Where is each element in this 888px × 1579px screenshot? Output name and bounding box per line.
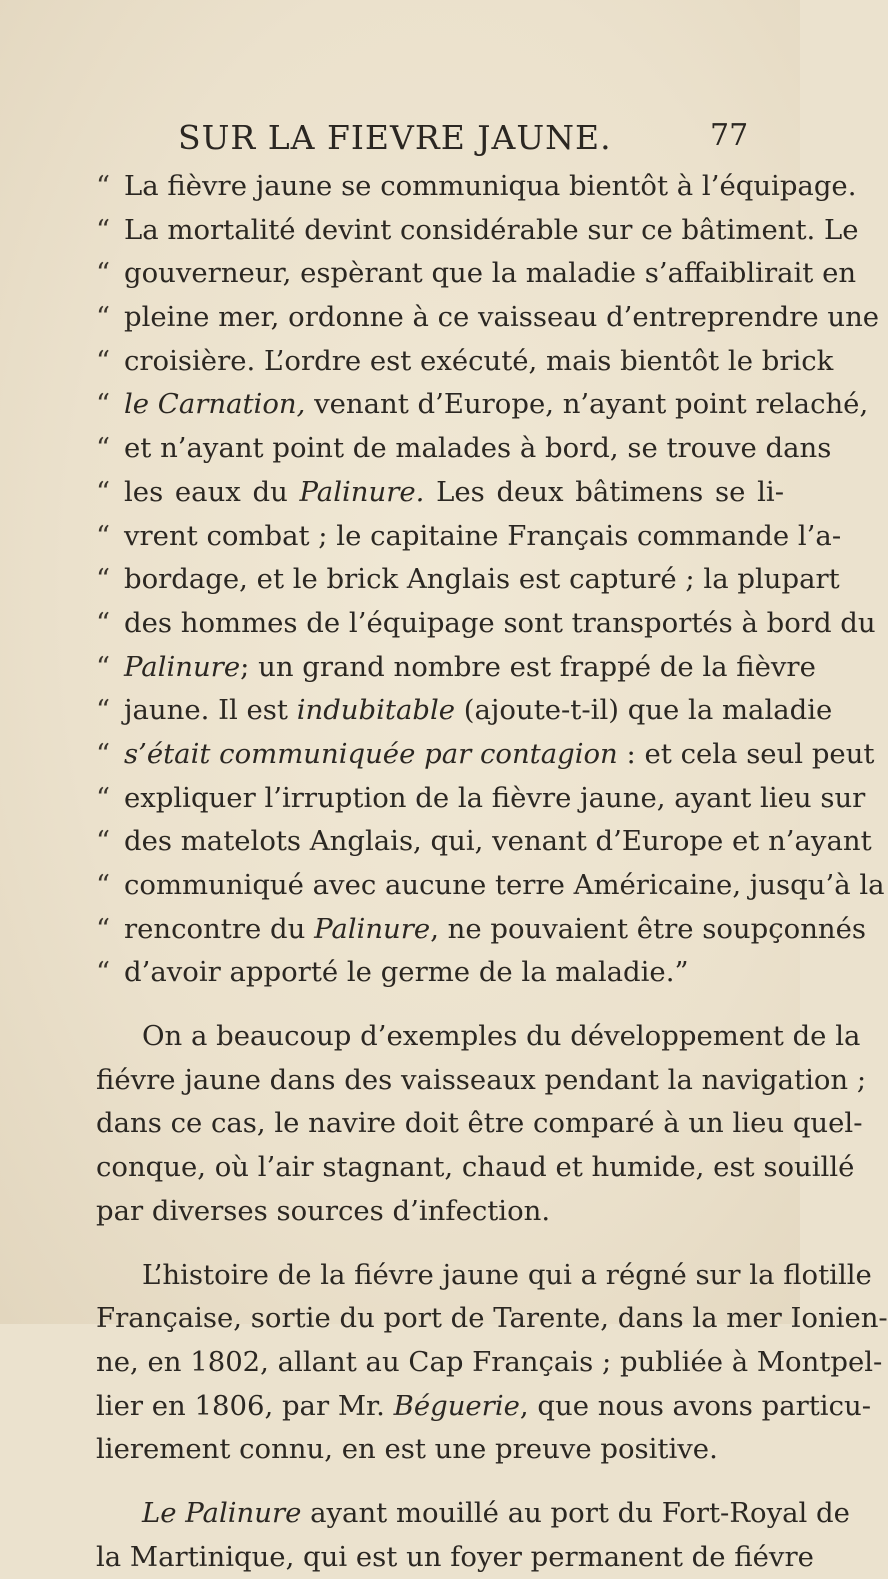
text-line [96,1015,861,1059]
text-line [96,908,867,952]
italic-text: indubitable [296,694,456,727]
text-line [96,1492,850,1536]
quote-mark: “ [96,388,111,421]
paragraph [96,1254,888,1472]
text-line [96,1297,888,1341]
line-text: , ne pouvaient être soupçonnés [430,912,867,945]
line-text: jaune. Il est [124,694,297,727]
text-line [96,558,840,602]
quote-mark: “ [96,694,111,727]
line-text: venant d’Europe, n’ayant point relaché, [305,388,869,421]
quote-mark: “ [96,737,111,770]
text-line [96,427,832,471]
running-head [0,112,800,168]
text-line [96,1254,872,1298]
quote-mark: “ [96,606,111,639]
line-text: par diverses sources d’infection. [96,1194,551,1227]
text-line [96,1341,883,1385]
line-text: les eaux du [124,475,300,508]
line-text: (ajoute-t-il) que la maladie [455,694,833,727]
text-line [96,515,842,559]
quote-mark: “ [96,956,111,989]
line-text: L’histoire de la fiévre jaune qui a régné sur la flotille [142,1258,872,1291]
line-text: et n’ayant point de malades à bord, se trouve dans [124,432,832,465]
line-text: : et cela seul peut [617,737,875,770]
quote-mark: “ [96,912,111,945]
text-line [96,864,885,908]
line-text: rencontre du [124,912,315,945]
italic-text: Palinure [314,912,431,945]
line-text: ne, en 1802, allant au Cap Français ; publiée à Montpel- [96,1345,883,1378]
line-text: Les deux bâtimens se li- [424,475,784,508]
quote-mark: “ [96,781,111,814]
text-line [96,777,866,821]
text-line [96,252,857,296]
line-text: fiévre jaune dans des vaisseaux pendant la navigation ; [96,1063,867,1096]
italic-text: le Carnation, [124,388,306,421]
line-text: gouverneur, espèrant que la maladie s’affaiblirait en [124,257,857,290]
line-text: communiqué avec aucune terre Américaine, jusqu’à la [124,869,885,901]
text-line [96,820,872,864]
line-text: d’avoir apporté le germe de la maladie.” [124,956,689,989]
line-text: lierement connu, en est une preuve positive. [96,1433,718,1466]
paragraph [96,1015,867,1233]
italic-text: Palinure. [299,475,425,508]
line-text: croisière. L’ordre est exécuté, mais bientôt le brick [124,344,834,377]
line-text: expliquer l’irruption de la fièvre jaune, ayant lieu sur [124,781,866,814]
quote-mark: “ [96,344,111,377]
quote-mark: “ [96,432,111,465]
text-line [96,1536,814,1579]
line-text: lier en 1806, par Mr. [96,1389,394,1422]
line-text: ; un grand nombre est frappé de la fièvre [240,650,816,683]
text-line [96,296,880,340]
page-number: 77 [710,118,749,153]
text-line [96,1428,784,1472]
line-text: la Martinique, qui est un foyer permanent de fiévre [96,1540,814,1573]
text-line [96,689,833,733]
text-line [96,340,834,384]
line-text: des hommes de l’équipage sont transportés à bord du [124,606,876,639]
line-text: , que nous avons particu- [519,1389,872,1422]
line-text: bordage, et le brick Anglais est capturé ; la plupart [124,563,840,596]
quote-mark: “ [96,563,111,596]
quoted-passage [96,165,885,995]
body-text [96,165,888,1579]
line-text: conque, où l’air stagnant, chaud et humide, est souillé [96,1151,855,1184]
text-line [96,951,784,995]
text-line [96,1146,855,1190]
quote-mark: “ [96,301,111,334]
quote-mark: “ [96,825,111,858]
line-text: pleine mer, ordonne à ce vaisseau d’entreprendre une [124,301,880,334]
line-text: vrent combat ; le capitaine Français commande l’a- [124,519,842,552]
text-line [96,471,784,515]
line-text: La mortalité devint considérable sur ce bâtiment. Le [124,213,859,246]
italic-text: s’était communiquée par contagion [124,737,618,770]
text-line [96,733,875,777]
text-line [96,1385,872,1429]
quote-mark: “ [96,650,111,683]
paragraph [96,1492,850,1579]
italic-text: Béguerie [393,1389,520,1422]
line-text: Française, sortie du port de Tarente, dans la mer Ionien- [96,1302,888,1335]
line-text: ayant mouillé au port du Fort-Royal de [301,1496,850,1529]
text-line [96,646,816,690]
line-text: des matelots Anglais, qui, venant d’Europe et n’ayant [124,825,872,858]
text-line [96,602,876,646]
quote-mark: “ [96,257,111,290]
line-text: dans ce cas, le navire doit être comparé à un lieu quel- [96,1107,863,1140]
text-line [96,1190,784,1234]
page-title: SUR LA FIEVRE JAUNE. [178,118,612,157]
text-line [96,1102,863,1146]
text-line [96,383,869,427]
italic-text: Palinure [124,650,241,683]
quote-mark: “ [96,869,111,901]
quote-mark: “ [96,519,111,552]
line-text: On a beaucoup d’exemples du développement de la [142,1020,861,1053]
quote-mark: “ [96,213,111,246]
line-text: La fièvre jaune se communiqua bientôt à l’équipage. [124,170,857,202]
text-line [96,165,857,209]
italic-text: Le Palinure [142,1496,302,1529]
text-line [96,209,859,253]
text-line [96,1059,867,1103]
quote-mark: “ [96,475,111,508]
quote-mark: “ [96,170,111,202]
